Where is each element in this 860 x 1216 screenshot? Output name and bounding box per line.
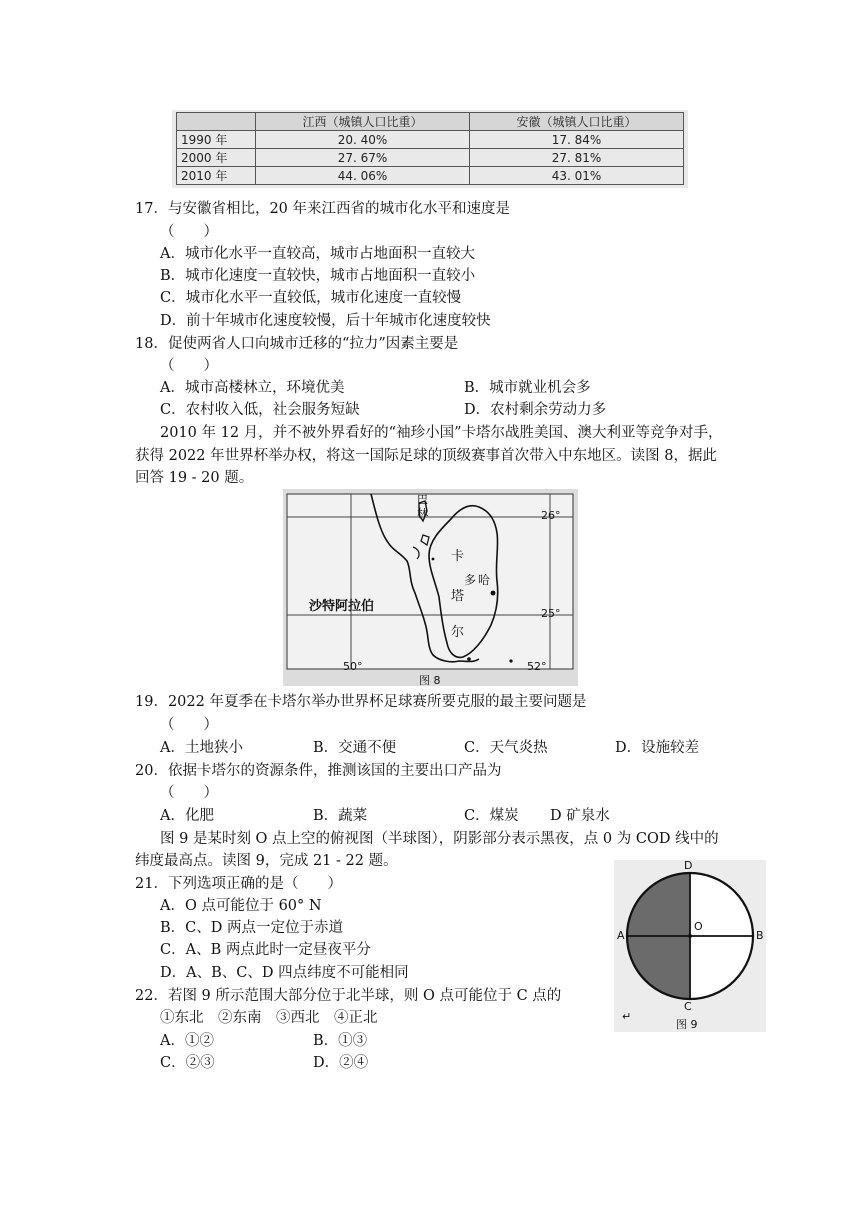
urbanization-table-image xyxy=(172,110,688,188)
latitude-label-25: 25° xyxy=(541,607,561,620)
answer-blank: （ ） xyxy=(160,358,218,374)
table-row xyxy=(177,131,684,149)
option-a: A．城市化水平一直较高，城市占地面积一直较大 xyxy=(160,246,475,262)
passage-line: 回答 19 - 20 题。 xyxy=(135,470,254,486)
option-c: C．农村收入低，社会服务短缺 xyxy=(160,402,360,418)
longitude-label-50: 50° xyxy=(343,660,363,673)
option-d: D．②④ xyxy=(313,1055,369,1071)
anhui-cell: 17. 84% xyxy=(470,131,684,149)
option-a: A．O 点可能位于 60° N xyxy=(160,898,322,914)
figure-9-caption: 图 9 xyxy=(676,1018,698,1031)
option-b: B．C、D 两点一定位于赤道 xyxy=(160,920,343,936)
table-header-cell: 安徽（城镇人口比重） xyxy=(470,113,684,131)
option-d: D 矿泉水 xyxy=(550,808,610,824)
qatar-label-1: 卡 xyxy=(451,549,465,564)
jiangxi-cell: 20. 40% xyxy=(256,131,470,149)
figure-9-hemisphere xyxy=(614,860,766,1032)
qatar-label-2: 塔 xyxy=(451,589,465,604)
option-b: B．交通不便 xyxy=(313,740,397,756)
figure-8-qatar-map xyxy=(283,489,578,686)
passage-line: 2010 年 12 月，并不被外界看好的“袖珍小国”卡塔尔战胜美国、澳大利亚等竞争对手， xyxy=(160,425,723,441)
qatar-label-3: 尔 xyxy=(451,625,465,640)
option-c: C．天气炎热 xyxy=(464,740,548,756)
option-d: D．设施较差 xyxy=(615,740,700,756)
option-c: C．A、B 两点此时一定昼夜平分 xyxy=(160,942,371,958)
year-cell: 1990 年 xyxy=(177,131,256,149)
saudi-arabia-label: 沙特阿拉伯 xyxy=(309,599,375,614)
table-row xyxy=(177,149,684,167)
table-header-row xyxy=(177,113,684,131)
latitude-label-26: 26° xyxy=(541,509,561,522)
point-o-label: O xyxy=(694,920,703,933)
qatar-map-graphic xyxy=(283,489,578,686)
table-header-cell: 江西（城镇人口比重） xyxy=(256,113,470,131)
jiangxi-cell: 44. 06% xyxy=(256,167,470,185)
answer-blank: （ ） xyxy=(160,785,218,801)
passage-line: 获得 2022 年世界杯举办权，将这一国际足球的顶级赛事首次带入中东地区。读图 8，据此 xyxy=(135,448,717,464)
anhui-cell: 27. 81% xyxy=(470,149,684,167)
option-b: B．城市就业机会多 xyxy=(464,380,591,396)
year-cell: 2000 年 xyxy=(177,149,256,167)
doha-label: 多哈 xyxy=(464,573,493,587)
jiangxi-cell: 27. 67% xyxy=(256,149,470,167)
year-cell: 2010 年 xyxy=(177,167,256,185)
question-20-stem: 20．依据卡塔尔的资源条件，推测该国的主要出口产品为 xyxy=(135,763,502,779)
table-row xyxy=(177,167,684,185)
question-22-stem: 22．若图 9 所示范围大部分位于北半球，则 O 点可能位于 C 点的 xyxy=(135,988,562,1004)
option-a: A．化肥 xyxy=(160,808,214,824)
option-c: C．城市化水平一直较低，城市化速度一直较慢 xyxy=(160,290,462,306)
point-d-label: D xyxy=(684,859,693,872)
question-21-stem: 21．下列选项正确的是（ ） xyxy=(135,876,342,892)
point-a-label: A xyxy=(617,929,625,942)
anhui-cell: 43. 01% xyxy=(470,167,684,185)
answer-blank: （ ） xyxy=(160,717,218,733)
option-a: A．①② xyxy=(160,1033,214,1049)
passage-line: 纬度最高点。读图 9，完成 21 - 22 题。 xyxy=(135,853,398,869)
option-b: B．①③ xyxy=(313,1033,368,1049)
question-18-stem: 18．促使两省人口向城市迁移的“拉力”因素主要是 xyxy=(135,336,459,352)
table-header-cell xyxy=(177,113,256,131)
option-a: A．土地狭小 xyxy=(160,740,243,756)
option-d: D．农村剩余劳动力多 xyxy=(464,402,607,418)
bahrain-label: 巴林 xyxy=(417,493,428,520)
option-b: B．蔬菜 xyxy=(313,808,368,824)
longitude-label-52: 52° xyxy=(527,660,547,673)
point-c-label: C xyxy=(684,1000,692,1013)
question-22-choices: ①东北 ②东南 ③西北 ④正北 xyxy=(160,1010,378,1026)
answer-blank: （ ） xyxy=(160,224,218,240)
figure-8-caption: 图 8 xyxy=(419,674,441,687)
option-a: A．城市高楼林立，环境优美 xyxy=(160,380,345,396)
question-17-stem: 17．与安徽省相比，20 年来江西省的城市化水平和速度是 xyxy=(135,201,511,217)
option-c: C．②③ xyxy=(160,1055,215,1071)
option-d: D．A、B、C、D 四点纬度不可能相同 xyxy=(160,965,409,981)
passage-line: 图 9 是某时刻 O 点上空的俯视图（半球图），阴影部分表示黑夜，点 0 为 COD 线中的 xyxy=(160,831,719,847)
option-d: D．前十年城市化速度较慢，后十年城市化速度较快 xyxy=(160,313,491,329)
urbanization-table xyxy=(176,112,684,185)
option-c: C．煤炭 xyxy=(464,808,519,824)
return-mark: ↵ xyxy=(622,1010,632,1023)
question-19-stem: 19．2022 年夏季在卡塔尔举办世界杯足球赛所要克服的最主要问题是 xyxy=(135,694,587,710)
option-b: B．城市化速度一直较快，城市占地面积一直较小 xyxy=(160,268,476,284)
point-b-label: B xyxy=(756,929,764,942)
